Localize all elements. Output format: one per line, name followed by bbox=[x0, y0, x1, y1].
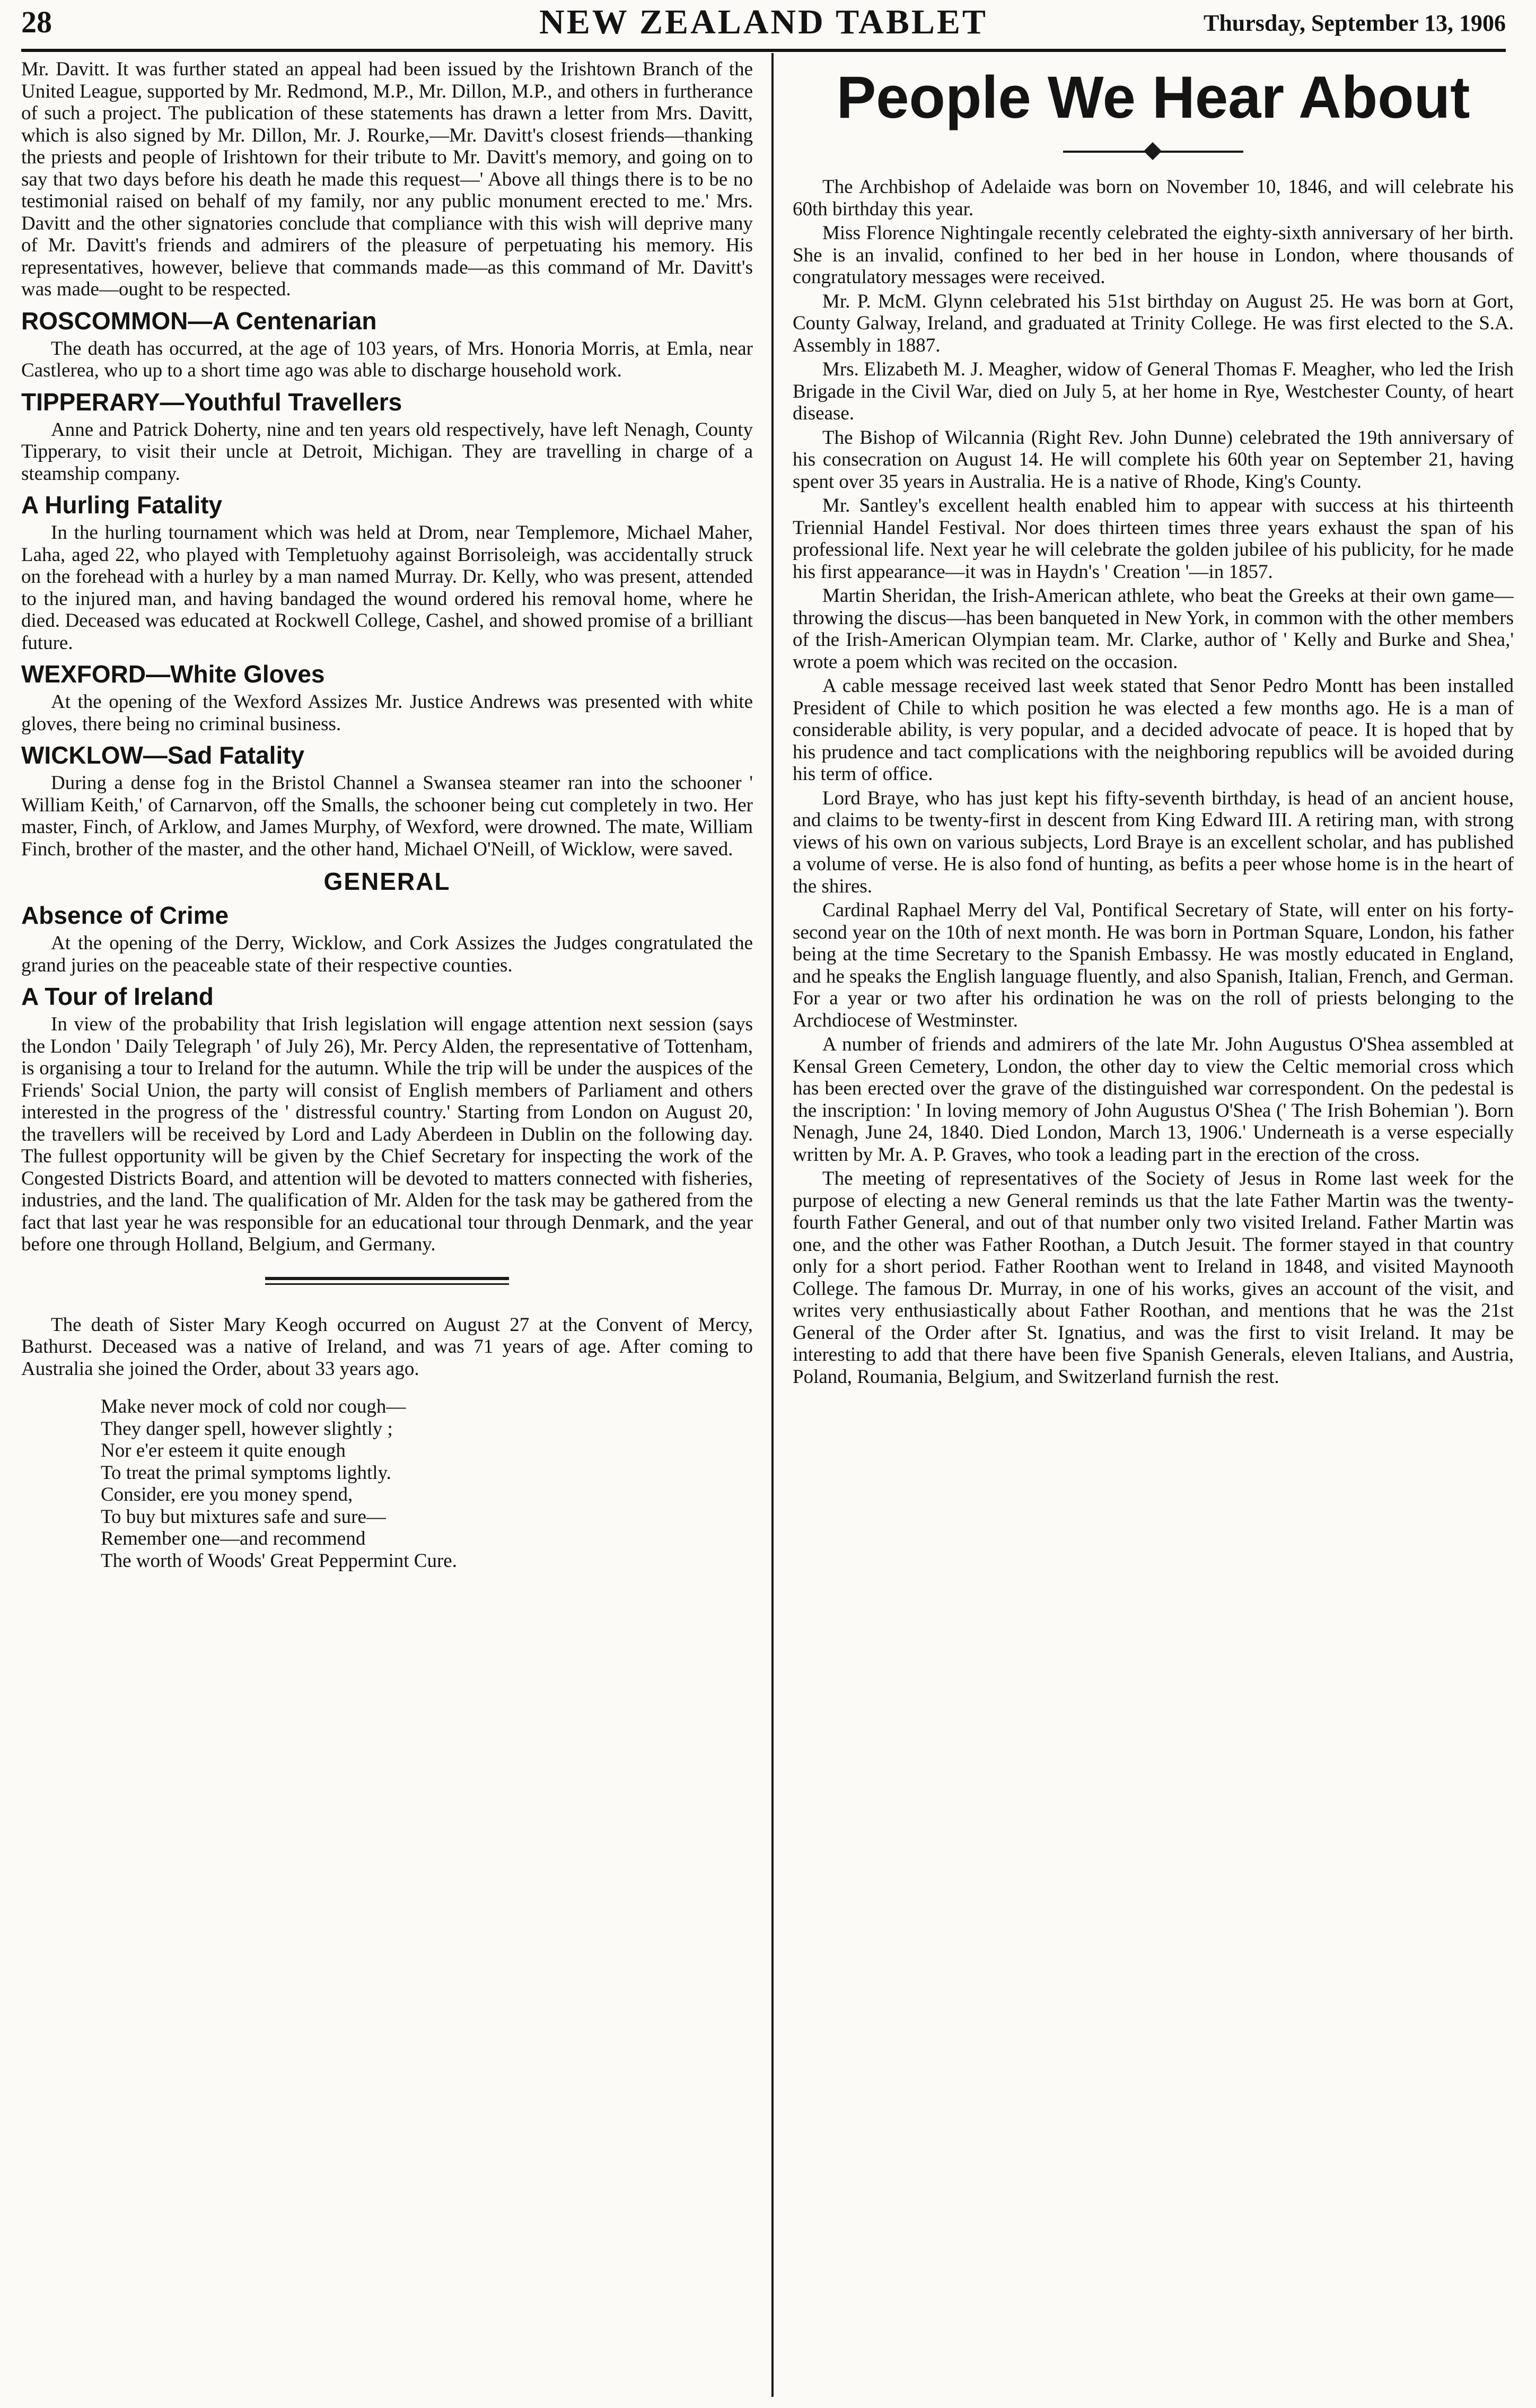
section-body-absence-of-crime: At the opening of the Derry, Wicklow, and Cork Assizes the Judges congratulated the grand juries on the peaceable state of their respective counties. bbox=[21, 932, 753, 976]
people-item: Mr. Santley's excellent health enabled him to appear with success at his thirteenth Triennial Handel Festival. Nor does thirteen times three years exhaust the span of his professional life. Next year he will celebrate the golden jubilee of his publicity, for he made his first appearance—it was in Haydn's ' Creation '—in 1857. bbox=[793, 495, 1514, 583]
section-body-wicklow: During a dense fog in the Bristol Channel a Swansea steamer ran into the schooner ' William Keith,' of Carnarvon, off the Smalls, the schooner being cut completely in two. Her master, Finch, of Arklow, and James Murphy, of Wexford, were drowned. The mate, William Finch, brother of the master, and the other hand, Michael O'Neill, of Wicklow, were saved. bbox=[21, 772, 753, 860]
people-item: Cardinal Raphael Merry del Val, Pontifical Secretary of State, will enter on his forty-second year on the 10th of next month. He was born in Portman Square, London, his father being at the time Secretary to the Spanish Embassy. He was mostly educated in England, and he speaks the English language fluently, and also Spanish, Italian, French, and German. For a year or two after his ordination he was on the roll of priests belonging to the Archdiocese of Westminster. bbox=[793, 899, 1514, 1031]
people-item: Martin Sheridan, the Irish-American athlete, who beat the Greeks at their own game—throwing the discus—has been banqueted in New York, in common with the other members of the Irish-American Olympian team. Mr. Clarke, author of ' Kelly and Burke and Shea,' wrote a poem which was recited on the occasion. bbox=[793, 585, 1514, 673]
section-heading-hurling: A Hurling Fatality bbox=[21, 491, 223, 519]
right-column bbox=[793, 58, 1514, 2402]
verse-line: The worth of Woods' Great Peppermint Cure. bbox=[101, 1549, 457, 1572]
title-ornament bbox=[793, 136, 1514, 168]
davitt-paragraph: Mr. Davitt. It was further stated an appeal had been issued by the Irishtown Branch of the United League, supported by Mr. Redmond, M.P., Mr. Dillon, M.P., and others in furtherance of such a project. The publication of these statements has drawn a letter from Mrs. Davitt, which is also signed by Mr. Dillon, Mr. J. Rourke,—Mr. Davitt's closest friends—thanking the priests and people of Irishtown for their tribute to Mr. Davitt's memory, and going on to say that two days before his death he made this request—' Above all things there is to be no testimonial raised on behalf of my family, nor any public monument erected to me.' Mrs. Davitt and the other signatories conclude that compliance with this wish will deprive many of Mr. Davitt's friends and admirers of the pleasure of perpetuating his memory. His representatives, however, believe that commands made—as this command of Mr. Davitt's was made—ought to be respected. bbox=[21, 58, 753, 300]
general-heading: GENERAL bbox=[323, 868, 451, 895]
people-item: The meeting of representatives of the Society of Jesus in Rome last week for the purpose of electing a new General reminds us that the late Father Martin was the twenty-fourth Father General, and out of that number only two visited Ireland. Father Martin was one, and the other was Father Roothan, a Dutch Jesuit. The former stayed in that country only for a short period. Father Roothan went to Ireland in 1848, and visited Maynooth College. The famous Dr. Murray, in one of his works, gives an account of the visit, and writes very enthusiastically about Father Roothan, and mentions that he was the 21st General of the Order after St. Ignatius, and was the first to visit Ireland. It may be interesting to add that there have been five Spanish Generals, eleven Italians, and Austria, Poland, Roumania, Belgium, and Switzerland furnish the rest. bbox=[793, 1168, 1514, 1388]
verse-line: Nor e'er esteem it quite enough bbox=[101, 1440, 346, 1461]
publication-title: NEW ZEALAND TABLET bbox=[539, 3, 988, 41]
section-body-hurling: In the hurling tournament which was held at Drom, near Templemore, Michael Maher, Laha, aged 22, who played with Templetuohy against Borrisoleigh, was accidentally struck on the forehead with a hurley by a man named Murray. Dr. Kelly, who was present, attended to the injured man, and having bandaged the wound ordered his removal home, where he died. Deceased was educated at Rockwell College, Cashel, and showed promise of a brilliant future. bbox=[21, 522, 753, 654]
page-number: 28 bbox=[21, 5, 52, 39]
people-item: Miss Florence Nightingale recently celebrated the eighty-sixth anniversary of her birth. She is an invalid, confined to her bed in her house in London, where thousands of congratulatory messages were received. bbox=[793, 222, 1514, 288]
people-item: A number of friends and admirers of the late Mr. John Augustus O'Shea assembled at Kensal Green Cemetery, London, the other day to view the Celtic memorial cross which has been erected over the grave of the distinguished war correspondent. On the pedestal is the inscription: ' In loving memory of John Augustus O'Shea (' The Irish Bohemian '). Born Nenagh, June 24, 1840. Died London, March 13, 1906.' Underneath is a verse especially written by Mr. A. P. Graves, who took a leading part in the erection of the cross. bbox=[793, 1034, 1514, 1166]
death-notice: The death of Sister Mary Keogh occurred on August 27 at the Convent of Mercy, Bathurst. Deceased was a native of Ireland, and was 71 years of age. After coming to Australia she joined the Order, about 33 years ago. bbox=[21, 1314, 753, 1380]
section-heading-absence-of-crime: Absence of Crime bbox=[21, 901, 229, 929]
section-body-wexford: At the opening of the Wexford Assizes Mr. Justice Andrews was presented with white gloves, there being no criminal business. bbox=[21, 691, 753, 735]
people-item: Mr. P. McM. Glynn celebrated his 51st birthday on August 25. He was born at Gort, County Galway, Ireland, and graduated at Trinity College. He was first elected to the S.A. Assembly in 1887. bbox=[793, 290, 1514, 356]
section-body-tipperary: Anne and Patrick Doherty, nine and ten years old respectively, have left Nenagh, County Tipperary, to visit their uncle at Detroit, Michigan. They are travelling in charge of a steamship company. bbox=[21, 418, 753, 485]
verse-line: To buy but mixtures safe and sure— bbox=[101, 1505, 386, 1528]
section-heading-tipperary: TIPPERARY—Youthful Travellers bbox=[21, 388, 402, 416]
people-item: Mrs. Elizabeth M. J. Meagher, widow of General Thomas F. Meagher, who led the Irish Brigade in the Civil War, died on July 5, at her home in Rye, Westchester County, of heart disease. bbox=[793, 358, 1514, 424]
section-heading-wicklow: WICKLOW—Sad Fatality bbox=[21, 741, 305, 769]
verse-line: Consider, ere you money spend, bbox=[101, 1484, 353, 1505]
people-item: The Bishop of Wilcannia (Right Rev. John Dunne) celebrated the 19th anniversary of his consecration on August 14. He will complete his 60th year on September 21, having spent over 35 years in Australia. He is a native of Rhode, King's County. bbox=[793, 426, 1514, 493]
people-item: Lord Braye, who has just kept his fifty-seventh birthday, is head of an ancient house, and claims to be twenty-first in descent from King Edward III. A retiring man, with strong views of his own on various subjects, Lord Braye is an excellent scholar, and has published a volume of verse. He is also fond of hunting, as befits a peer whose home is in the heart of the shires. bbox=[793, 787, 1514, 897]
advert-verse bbox=[101, 1396, 753, 1572]
column-divider bbox=[771, 53, 774, 2397]
section-body-tour-of-ireland: In view of the probability that Irish legislation will engage attention next session (says the London ' Daily Telegraph ' of July 26), Mr. Percy Alden, the representative of Tottenham, is organising a tour to Ireland for the autumn. While the trip will be under the auspices of the Friends' Social Union, the party will consist of English members of Parliament and others interested in the progress of the ' distressful country.' Starting from London on August 20, the travellers will be received by Lord and Lady Aberdeen in Dublin on the following day. The fullest opportunity will be given by the Chief Secretary for inspecting the work of the Congested Districts Board, and attention will be devoted to matters connected with fisheries, industries, and the land. The qualification of Mr. Alden for the task may be gathered from the fact that last year he was responsible for an educational tour through Denmark, and the year before one through Holland, Belgium, and Germany. bbox=[21, 1013, 753, 1255]
verse-line: To treat the primal symptoms lightly. bbox=[101, 1461, 391, 1484]
verse-line: They danger spell, however slightly ; bbox=[101, 1417, 393, 1440]
section-heading-tour-of-ireland: A Tour of Ireland bbox=[21, 983, 214, 1010]
people-item: The Archbishop of Adelaide was born on November 10, 1846, and will celebrate his 60th birthday this year. bbox=[793, 176, 1514, 220]
double-rule-divider bbox=[21, 1266, 753, 1298]
verse-line: Remember one—and recommend bbox=[101, 1528, 366, 1549]
people-item: A cable message received last week stated that Senor Pedro Montt has been installed President of Chile to which position he was elected a few months ago. He is a man of considerable ability, is very popular, and a decided advocate of peace. It is hoped that by his prudence and tact complications with the neighboring republics will be avoided during his term of office. bbox=[793, 675, 1514, 785]
section-heading-wexford: WEXFORD—White Gloves bbox=[21, 660, 325, 688]
section-body-roscommon: The death has occurred, at the age of 103 years, of Mrs. Honoria Morris, at Emla, near Castlerea, who up to a short time ago was able to discharge household work. bbox=[21, 337, 753, 381]
people-we-hear-about-title: People We Hear About bbox=[836, 64, 1470, 130]
verse-line: Make never mock of cold nor cough— bbox=[101, 1396, 406, 1417]
left-column bbox=[21, 58, 753, 2402]
page-header bbox=[21, 0, 1506, 52]
section-heading-roscommon: ROSCOMMON—A Centenarian bbox=[21, 307, 377, 335]
issue-date: Thursday, September 13, 1906 bbox=[1203, 10, 1506, 36]
